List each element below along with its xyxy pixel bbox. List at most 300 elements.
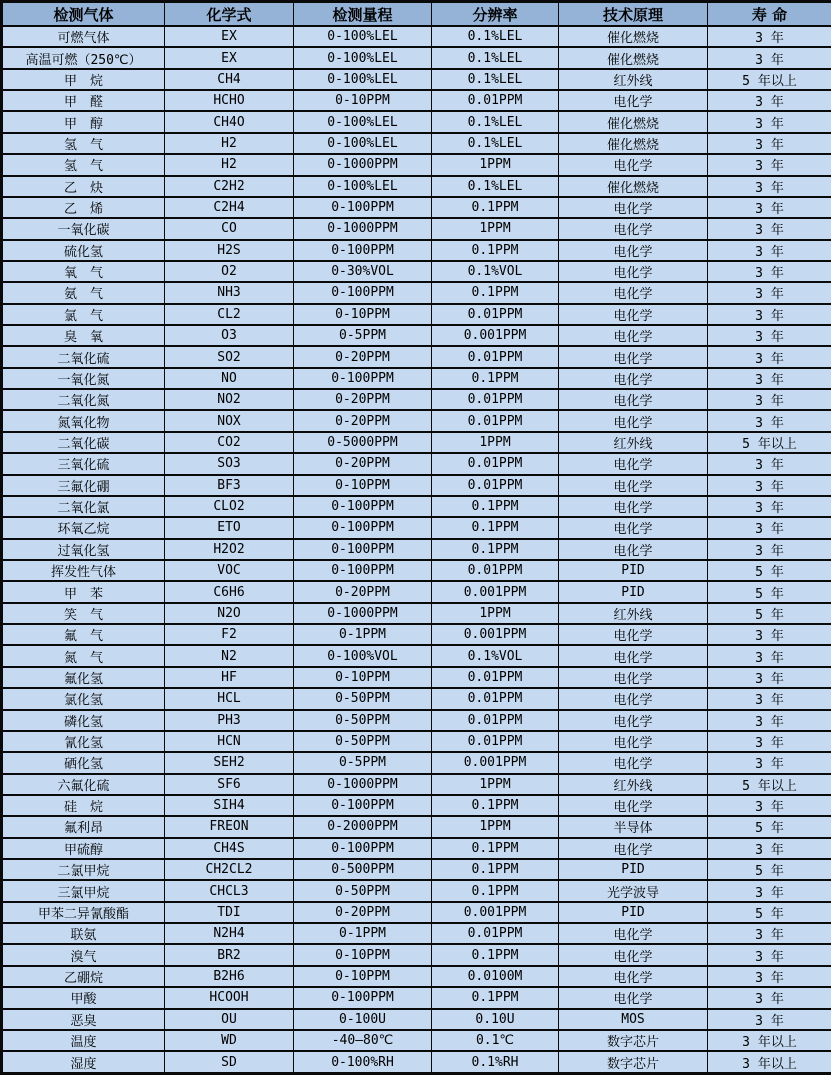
cell-detection-range: 0-50PPM	[294, 710, 432, 731]
cell-lifespan: 3 年	[708, 731, 831, 752]
table-row	[2, 282, 831, 303]
cell-chemical-formula: HCL	[165, 688, 294, 709]
cell-technology-principle: 电化学	[559, 795, 708, 816]
cell-resolution: 0.1PPM	[432, 838, 559, 859]
cell-gas-name: 氰化氢	[2, 731, 165, 752]
table-row	[2, 560, 831, 581]
cell-lifespan: 3 年	[708, 795, 831, 816]
cell-technology-principle: 电化学	[559, 731, 708, 752]
cell-technology-principle: 电化学	[559, 261, 708, 282]
header-gas-name: 检测气体	[2, 2, 165, 27]
cell-technology-principle: 电化学	[559, 667, 708, 688]
cell-chemical-formula: NO2	[165, 389, 294, 410]
cell-resolution: 0.01PPM	[432, 346, 559, 367]
cell-technology-principle: 电化学	[559, 923, 708, 944]
cell-gas-name: 一氧化氮	[2, 368, 165, 389]
cell-lifespan: 5 年以上	[708, 69, 831, 90]
table-row	[2, 859, 831, 880]
table-row	[2, 838, 831, 859]
cell-resolution: 0.01PPM	[432, 90, 559, 111]
header-chemical-formula: 化学式	[165, 2, 294, 27]
cell-detection-range: 0-100PPM	[294, 539, 432, 560]
cell-gas-name: 三氧化硫	[2, 453, 165, 474]
cell-detection-range: 0-100%LEL	[294, 69, 432, 90]
cell-chemical-formula: ETO	[165, 517, 294, 538]
table-row	[2, 688, 831, 709]
cell-detection-range: 0-1000PPM	[294, 603, 432, 624]
cell-technology-principle: 数字芯片	[559, 1051, 708, 1073]
cell-lifespan: 3 年	[708, 838, 831, 859]
cell-detection-range: 0-10PPM	[294, 966, 432, 987]
cell-chemical-formula: SF6	[165, 774, 294, 795]
table-row	[2, 325, 831, 346]
cell-gas-name: 氯 气	[2, 304, 165, 325]
cell-gas-name: 三氟化硼	[2, 475, 165, 496]
cell-resolution: 0.1PPM	[432, 282, 559, 303]
cell-technology-principle: 电化学	[559, 389, 708, 410]
cell-chemical-formula: H2S	[165, 240, 294, 261]
cell-detection-range: 0-100PPM	[294, 496, 432, 517]
cell-technology-principle: 电化学	[559, 752, 708, 773]
cell-resolution: 0.1PPM	[432, 539, 559, 560]
cell-resolution: 0.01PPM	[432, 710, 559, 731]
cell-technology-principle: 电化学	[559, 90, 708, 111]
table-row	[2, 47, 831, 68]
table-row	[2, 475, 831, 496]
cell-resolution: 0.1PPM	[432, 368, 559, 389]
cell-lifespan: 5 年	[708, 902, 831, 923]
cell-chemical-formula: O3	[165, 325, 294, 346]
cell-lifespan: 3 年	[708, 539, 831, 560]
cell-chemical-formula: HCOOH	[165, 987, 294, 1008]
cell-detection-range: 0-100PPM	[294, 987, 432, 1008]
cell-lifespan: 3 年	[708, 453, 831, 474]
cell-chemical-formula: H2O2	[165, 539, 294, 560]
cell-lifespan: 3 年	[708, 154, 831, 175]
cell-gas-name: 三氯甲烷	[2, 880, 165, 901]
cell-chemical-formula: CL2	[165, 304, 294, 325]
cell-lifespan: 3 年	[708, 261, 831, 282]
cell-technology-principle: PID	[559, 560, 708, 581]
cell-detection-range: 0-100PPM	[294, 240, 432, 261]
cell-chemical-formula: C2H2	[165, 176, 294, 197]
cell-gas-name: 甲酸	[2, 987, 165, 1008]
cell-lifespan: 3 年	[708, 710, 831, 731]
cell-chemical-formula: HCN	[165, 731, 294, 752]
cell-detection-range: 0-1PPM	[294, 624, 432, 645]
cell-chemical-formula: CHCL3	[165, 880, 294, 901]
cell-gas-name: 氢 气	[2, 154, 165, 175]
cell-resolution: 0.01PPM	[432, 560, 559, 581]
cell-detection-range: 0-10PPM	[294, 304, 432, 325]
cell-detection-range: 0-100PPM	[294, 368, 432, 389]
table-row	[2, 880, 831, 901]
cell-lifespan: 3 年	[708, 966, 831, 987]
cell-chemical-formula: CO2	[165, 432, 294, 453]
cell-chemical-formula: B2H6	[165, 966, 294, 987]
cell-technology-principle: 电化学	[559, 304, 708, 325]
cell-chemical-formula: NO	[165, 368, 294, 389]
cell-chemical-formula: C2H4	[165, 197, 294, 218]
table-row	[2, 111, 831, 132]
cell-resolution: 0.1%LEL	[432, 47, 559, 68]
cell-resolution: 0.1PPM	[432, 496, 559, 517]
cell-resolution: 0.1%VOL	[432, 261, 559, 282]
cell-detection-range: 0-100%VOL	[294, 645, 432, 666]
header-lifespan: 寿 命	[708, 2, 831, 27]
table-row	[2, 453, 831, 474]
table-row	[2, 795, 831, 816]
table-row	[2, 197, 831, 218]
cell-lifespan: 3 年	[708, 923, 831, 944]
cell-resolution: 0.1PPM	[432, 859, 559, 880]
cell-chemical-formula: CH2CL2	[165, 859, 294, 880]
cell-gas-name: 甲 醇	[2, 111, 165, 132]
cell-detection-range: 0-2000PPM	[294, 816, 432, 837]
cell-lifespan: 3 年	[708, 240, 831, 261]
table-row	[2, 69, 831, 90]
cell-detection-range: 0-100%LEL	[294, 133, 432, 154]
cell-technology-principle: PID	[559, 902, 708, 923]
table-row	[2, 645, 831, 666]
cell-lifespan: 3 年	[708, 1009, 831, 1030]
cell-resolution: 0.001PPM	[432, 752, 559, 773]
cell-gas-name: 环氧乙烷	[2, 517, 165, 538]
cell-technology-principle: 电化学	[559, 838, 708, 859]
cell-technology-principle: 催化燃烧	[559, 26, 708, 47]
cell-technology-principle: 催化燃烧	[559, 47, 708, 68]
table-row	[2, 902, 831, 923]
cell-detection-range: 0-20PPM	[294, 581, 432, 602]
cell-chemical-formula: WD	[165, 1030, 294, 1051]
cell-gas-name: 溴气	[2, 944, 165, 965]
table-row	[2, 1009, 831, 1030]
cell-lifespan: 3 年	[708, 410, 831, 431]
cell-lifespan: 3 年	[708, 47, 831, 68]
cell-lifespan: 5 年以上	[708, 432, 831, 453]
cell-resolution: 0.1%LEL	[432, 133, 559, 154]
table-row	[2, 774, 831, 795]
cell-gas-name: 硒化氢	[2, 752, 165, 773]
cell-chemical-formula: OU	[165, 1009, 294, 1030]
cell-gas-name: 乙 烯	[2, 197, 165, 218]
cell-technology-principle: 电化学	[559, 496, 708, 517]
cell-lifespan: 5 年以上	[708, 774, 831, 795]
cell-chemical-formula: SEH2	[165, 752, 294, 773]
cell-technology-principle: MOS	[559, 1009, 708, 1030]
cell-chemical-formula: CH4O	[165, 111, 294, 132]
cell-technology-principle: 电化学	[559, 987, 708, 1008]
cell-detection-range: 0-100%RH	[294, 1051, 432, 1073]
table-row	[2, 304, 831, 325]
cell-resolution: 0.0100M	[432, 966, 559, 987]
cell-detection-range: 0-10PPM	[294, 90, 432, 111]
cell-lifespan: 3 年	[708, 944, 831, 965]
cell-gas-name: 氨 气	[2, 282, 165, 303]
cell-resolution: 0.01PPM	[432, 389, 559, 410]
cell-gas-name: 氧 气	[2, 261, 165, 282]
cell-gas-name: 甲硫醇	[2, 838, 165, 859]
cell-resolution: 0.01PPM	[432, 923, 559, 944]
cell-chemical-formula: H2	[165, 154, 294, 175]
table-row	[2, 261, 831, 282]
cell-detection-range: 0-5PPM	[294, 752, 432, 773]
table-row	[2, 346, 831, 367]
cell-detection-range: 0-100%LEL	[294, 26, 432, 47]
cell-lifespan: 5 年	[708, 603, 831, 624]
cell-detection-range: 0-100PPM	[294, 197, 432, 218]
header-technology-principle: 技术原理	[559, 2, 708, 27]
cell-technology-principle: 电化学	[559, 410, 708, 431]
cell-technology-principle: PID	[559, 859, 708, 880]
table-row	[2, 539, 831, 560]
cell-lifespan: 5 年	[708, 560, 831, 581]
cell-gas-name: 臭 氧	[2, 325, 165, 346]
cell-detection-range: 0-20PPM	[294, 410, 432, 431]
cell-technology-principle: 红外线	[559, 603, 708, 624]
table-row	[2, 1030, 831, 1051]
cell-gas-name: 硫化氢	[2, 240, 165, 261]
table-row	[2, 731, 831, 752]
cell-chemical-formula: N2H4	[165, 923, 294, 944]
cell-chemical-formula: SO3	[165, 453, 294, 474]
cell-chemical-formula: FREON	[165, 816, 294, 837]
cell-gas-name: 高温可燃（250℃）	[2, 47, 165, 68]
table-row	[2, 581, 831, 602]
cell-lifespan: 3 年	[708, 667, 831, 688]
cell-detection-range: 0-1000PPM	[294, 774, 432, 795]
cell-lifespan: 3 年	[708, 624, 831, 645]
table-row	[2, 710, 831, 731]
cell-resolution: 0.1PPM	[432, 880, 559, 901]
cell-lifespan: 3 年	[708, 26, 831, 47]
cell-resolution: 0.1%LEL	[432, 26, 559, 47]
cell-gas-name: 硅 烷	[2, 795, 165, 816]
cell-lifespan: 3 年	[708, 752, 831, 773]
cell-technology-principle: 电化学	[559, 645, 708, 666]
table-row	[2, 133, 831, 154]
table-row	[2, 154, 831, 175]
cell-technology-principle: 电化学	[559, 453, 708, 474]
cell-technology-principle: 光学波导	[559, 880, 708, 901]
cell-gas-name: 笑 气	[2, 603, 165, 624]
cell-lifespan: 3 年	[708, 346, 831, 367]
cell-gas-name: 挥发性气体	[2, 560, 165, 581]
cell-technology-principle: 电化学	[559, 240, 708, 261]
cell-lifespan: 3 年	[708, 325, 831, 346]
cell-gas-name: 二氧化碳	[2, 432, 165, 453]
table-row	[2, 90, 831, 111]
cell-detection-range: 0-1000PPM	[294, 154, 432, 175]
cell-resolution: 0.01PPM	[432, 410, 559, 431]
cell-technology-principle: 电化学	[559, 218, 708, 239]
cell-chemical-formula: TDI	[165, 902, 294, 923]
cell-technology-principle: 催化燃烧	[559, 133, 708, 154]
cell-resolution: 0.001PPM	[432, 624, 559, 645]
cell-gas-name: 甲苯二异氰酸酯	[2, 902, 165, 923]
cell-resolution: 1PPM	[432, 816, 559, 837]
cell-lifespan: 3 年	[708, 368, 831, 389]
cell-chemical-formula: O2	[165, 261, 294, 282]
cell-gas-name: 氟 气	[2, 624, 165, 645]
table-row	[2, 496, 831, 517]
cell-technology-principle: 电化学	[559, 944, 708, 965]
cell-resolution: 0.01PPM	[432, 688, 559, 709]
cell-gas-name: 氟化氢	[2, 667, 165, 688]
cell-gas-name: 甲 烷	[2, 69, 165, 90]
cell-technology-principle: 催化燃烧	[559, 176, 708, 197]
cell-chemical-formula: CH4	[165, 69, 294, 90]
cell-gas-name: 湿度	[2, 1051, 165, 1073]
cell-lifespan: 3 年以上	[708, 1051, 831, 1073]
cell-technology-principle: 半导体	[559, 816, 708, 837]
table-row	[2, 368, 831, 389]
cell-resolution: 1PPM	[432, 774, 559, 795]
cell-technology-principle: 电化学	[559, 688, 708, 709]
cell-technology-principle: 电化学	[559, 624, 708, 645]
cell-chemical-formula: CO	[165, 218, 294, 239]
cell-gas-name: 氢 气	[2, 133, 165, 154]
table-row	[2, 603, 831, 624]
table-row	[2, 624, 831, 645]
cell-chemical-formula: VOC	[165, 560, 294, 581]
cell-resolution: 0.1%VOL	[432, 645, 559, 666]
cell-detection-range: 0-100PPM	[294, 560, 432, 581]
table-row	[2, 176, 831, 197]
cell-detection-range: 0-100U	[294, 1009, 432, 1030]
cell-technology-principle: 电化学	[559, 368, 708, 389]
cell-detection-range: 0-5000PPM	[294, 432, 432, 453]
cell-chemical-formula: NH3	[165, 282, 294, 303]
cell-detection-range: 0-10PPM	[294, 475, 432, 496]
table-row	[2, 517, 831, 538]
cell-resolution: 0.01PPM	[432, 475, 559, 496]
cell-lifespan: 3 年	[708, 389, 831, 410]
header-detection-range: 检测量程	[294, 2, 432, 27]
table-row	[2, 667, 831, 688]
cell-resolution: 0.1%LEL	[432, 176, 559, 197]
cell-chemical-formula: CLO2	[165, 496, 294, 517]
cell-resolution: 0.01PPM	[432, 453, 559, 474]
cell-detection-range: 0-500PPM	[294, 859, 432, 880]
table-row	[2, 816, 831, 837]
cell-resolution: 0.1PPM	[432, 795, 559, 816]
table-body	[2, 26, 831, 1074]
cell-gas-name: 甲 苯	[2, 581, 165, 602]
cell-lifespan: 3 年以上	[708, 1030, 831, 1051]
cell-gas-name: 二氧化硫	[2, 346, 165, 367]
cell-gas-name: 温度	[2, 1030, 165, 1051]
cell-detection-range: 0-100PPM	[294, 838, 432, 859]
table-header-row	[2, 2, 831, 27]
cell-chemical-formula: F2	[165, 624, 294, 645]
cell-technology-principle: 红外线	[559, 774, 708, 795]
cell-lifespan: 3 年	[708, 176, 831, 197]
cell-technology-principle: 电化学	[559, 966, 708, 987]
cell-gas-name: 一氧化碳	[2, 218, 165, 239]
cell-technology-principle: 电化学	[559, 282, 708, 303]
cell-resolution: 0.1%RH	[432, 1051, 559, 1073]
cell-technology-principle: 电化学	[559, 539, 708, 560]
cell-gas-name: 过氧化氢	[2, 539, 165, 560]
cell-resolution: 1PPM	[432, 154, 559, 175]
cell-technology-principle: 数字芯片	[559, 1030, 708, 1051]
table-row	[2, 26, 831, 47]
table-row	[2, 752, 831, 773]
cell-chemical-formula: EX	[165, 26, 294, 47]
cell-technology-principle: 电化学	[559, 197, 708, 218]
cell-detection-range: 0-20PPM	[294, 389, 432, 410]
cell-detection-range: 0-20PPM	[294, 346, 432, 367]
cell-detection-range: 0-100PPM	[294, 282, 432, 303]
cell-lifespan: 3 年	[708, 197, 831, 218]
cell-resolution: 0.001PPM	[432, 325, 559, 346]
cell-gas-name: 氮 气	[2, 645, 165, 666]
cell-gas-name: 氟利昂	[2, 816, 165, 837]
cell-chemical-formula: CH4S	[165, 838, 294, 859]
table-row	[2, 432, 831, 453]
cell-technology-principle: 催化燃烧	[559, 111, 708, 132]
cell-detection-range: 0-1PPM	[294, 923, 432, 944]
cell-gas-name: 磷化氢	[2, 710, 165, 731]
cell-resolution: 0.1PPM	[432, 517, 559, 538]
cell-gas-name: 二氯甲烷	[2, 859, 165, 880]
header-resolution: 分辨率	[432, 2, 559, 27]
cell-lifespan: 3 年	[708, 218, 831, 239]
cell-gas-name: 乙硼烷	[2, 966, 165, 987]
cell-detection-range: 0-10PPM	[294, 944, 432, 965]
cell-chemical-formula: N2	[165, 645, 294, 666]
table-row	[2, 240, 831, 261]
cell-technology-principle: 电化学	[559, 475, 708, 496]
cell-lifespan: 3 年	[708, 645, 831, 666]
cell-chemical-formula: EX	[165, 47, 294, 68]
cell-technology-principle: 电化学	[559, 325, 708, 346]
cell-chemical-formula: HCHO	[165, 90, 294, 111]
cell-detection-range: 0-5PPM	[294, 325, 432, 346]
cell-chemical-formula: PH3	[165, 710, 294, 731]
table-row	[2, 1051, 831, 1073]
table-row	[2, 987, 831, 1008]
cell-resolution: 0.01PPM	[432, 731, 559, 752]
cell-chemical-formula: BF3	[165, 475, 294, 496]
cell-lifespan: 5 年	[708, 581, 831, 602]
cell-gas-name: 二氧化氯	[2, 496, 165, 517]
cell-lifespan: 3 年	[708, 880, 831, 901]
cell-gas-name: 恶臭	[2, 1009, 165, 1030]
cell-chemical-formula: SD	[165, 1051, 294, 1073]
cell-technology-principle: 电化学	[559, 154, 708, 175]
cell-lifespan: 3 年	[708, 496, 831, 517]
cell-gas-name: 二氧化氮	[2, 389, 165, 410]
cell-resolution: 0.1℃	[432, 1030, 559, 1051]
cell-resolution: 1PPM	[432, 603, 559, 624]
cell-resolution: 1PPM	[432, 218, 559, 239]
cell-detection-range: 0-50PPM	[294, 688, 432, 709]
cell-chemical-formula: C6H6	[165, 581, 294, 602]
cell-gas-name: 乙 炔	[2, 176, 165, 197]
cell-lifespan: 3 年	[708, 133, 831, 154]
cell-chemical-formula: NOX	[165, 410, 294, 431]
cell-technology-principle: PID	[559, 581, 708, 602]
cell-chemical-formula: H2	[165, 133, 294, 154]
table-row	[2, 389, 831, 410]
cell-gas-name: 可燃气体	[2, 26, 165, 47]
cell-gas-name: 氯化氢	[2, 688, 165, 709]
cell-technology-principle: 红外线	[559, 69, 708, 90]
cell-technology-principle: 电化学	[559, 710, 708, 731]
cell-detection-range: 0-100PPM	[294, 795, 432, 816]
